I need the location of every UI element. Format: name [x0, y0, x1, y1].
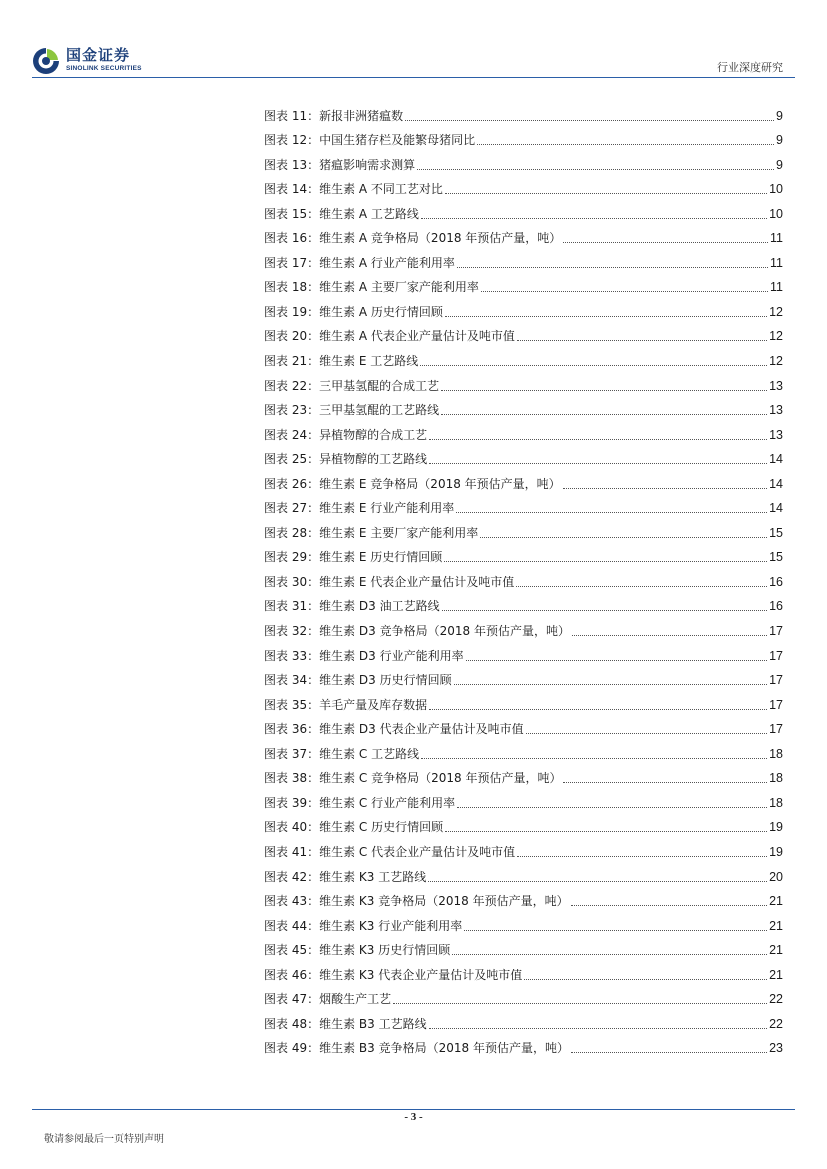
toc-entry[interactable] [264, 222, 783, 247]
toc-dot-leader [429, 439, 767, 440]
toc-entry[interactable] [264, 443, 783, 468]
toc-dot-leader [526, 733, 767, 734]
toc-dot-leader [429, 709, 767, 710]
toc-entry-page: 20 [769, 869, 783, 884]
toc-entry[interactable] [264, 909, 783, 934]
toc-entry-title: 维生素 K3 竞争格局（2018 年预估产量，吨） [319, 894, 569, 909]
toc-dot-leader [457, 267, 768, 268]
toc-dot-leader [563, 242, 768, 243]
toc-entry-page: 11 [770, 255, 783, 270]
toc-entry-label: 图表 30： [264, 574, 320, 589]
toc-entry-title: 维生素 C 竞争格局（2018 年预估产量，吨） [319, 771, 562, 786]
toc-entry-title: 猪瘟影响需求测算 [319, 157, 416, 172]
toc-dot-leader [571, 905, 768, 906]
toc-entry-title: 维生素 B3 竞争格局（2018 年预估产量，吨） [319, 1041, 569, 1056]
toc-entry-title: 维生素 E 代表企业产量估计及吨市值 [319, 574, 515, 589]
table-of-figures [264, 99, 783, 1056]
toc-entry-title: 维生素 A 历史行情回顾 [319, 304, 443, 319]
toc-dot-leader [428, 881, 767, 882]
toc-dot-leader [452, 954, 767, 955]
toc-dot-leader [429, 1028, 768, 1029]
toc-entry-page: 12 [769, 329, 783, 344]
toc-dot-leader [445, 193, 767, 194]
toc-entry-title: 维生素 K3 行业产能利用率 [319, 918, 463, 933]
toc-entry[interactable] [264, 958, 783, 983]
toc-entry-page: 19 [769, 820, 783, 835]
toc-entry-page: 21 [769, 967, 783, 982]
toc-entry[interactable] [264, 688, 783, 713]
toc-dot-leader [481, 291, 768, 292]
toc-entry[interactable] [264, 394, 783, 419]
toc-entry-page: 13 [769, 403, 783, 418]
toc-entry[interactable] [264, 197, 783, 222]
toc-entry-label: 图表 44： [264, 918, 320, 933]
logo-english-name: SINOLINK SECURITIES [66, 65, 142, 72]
toc-entry-label: 图表 48： [264, 1016, 320, 1031]
toc-entry-label: 图表 14： [264, 182, 320, 197]
toc-dot-leader [477, 144, 774, 145]
toc-dot-leader [563, 488, 767, 489]
toc-dot-leader [516, 586, 767, 587]
toc-entry-label: 图表 12： [264, 133, 320, 148]
toc-entry-page: 10 [769, 182, 783, 197]
toc-entry-title: 烟酸生产工艺 [319, 992, 392, 1007]
toc-entry[interactable] [264, 786, 783, 811]
toc-entry-label: 图表 27： [264, 501, 320, 516]
toc-entry-label: 图表 11： [264, 108, 320, 123]
toc-entry-page: 17 [769, 697, 783, 712]
toc-dot-leader [454, 684, 767, 685]
toc-entry-title: 维生素 K3 代表企业产量估计及吨市值 [319, 967, 523, 982]
toc-entry-label: 图表 28： [264, 525, 320, 540]
toc-dot-leader [517, 856, 767, 857]
toc-entry-page: 12 [769, 354, 783, 369]
toc-entry-label: 图表 24： [264, 427, 320, 442]
toc-entry[interactable] [264, 320, 783, 345]
toc-dot-leader [445, 316, 767, 317]
disclaimer-text: 敬请参阅最后一页特别声明 [44, 1134, 164, 1145]
toc-entry-label: 图表 21： [264, 354, 320, 369]
toc-entry-title: 维生素 C 历史行情回顾 [319, 820, 444, 835]
toc-entry[interactable] [264, 516, 783, 541]
toc-entry[interactable] [264, 99, 783, 124]
toc-entry-label: 图表 34： [264, 673, 320, 688]
toc-entry-title: 羊毛产量及库存数据 [319, 697, 428, 712]
toc-entry-title: 维生素 K3 工艺路线 [319, 869, 427, 884]
toc-entry-page: 13 [769, 427, 783, 442]
toc-entry-label: 图表 47： [264, 992, 320, 1007]
toc-entry-page: 14 [769, 501, 783, 516]
toc-entry-title: 维生素 E 历史行情回顾 [319, 550, 443, 565]
toc-dot-leader [456, 512, 767, 513]
report-type: 行业深度研究 [717, 61, 783, 74]
toc-entry[interactable] [264, 246, 783, 271]
toc-entry-label: 图表 45： [264, 943, 320, 958]
toc-entry-title: 异植物醇的工艺路线 [319, 452, 428, 467]
sinolink-logo-icon [32, 47, 60, 75]
toc-entry[interactable] [264, 541, 783, 566]
toc-entry-label: 图表 36： [264, 722, 320, 737]
toc-entry-page: 17 [769, 673, 783, 688]
toc-entry[interactable] [264, 737, 783, 762]
toc-entry-label: 图表 33： [264, 648, 320, 663]
toc-entry-title: 异植物醇的合成工艺 [319, 427, 428, 442]
toc-entry-page: 16 [769, 574, 783, 589]
toc-entry[interactable] [264, 1032, 783, 1057]
toc-entry-title: 维生素 D3 行业产能利用率 [319, 648, 464, 663]
toc-entry-label: 图表 26： [264, 476, 320, 491]
toc-entry-label: 图表 49： [264, 1041, 320, 1056]
toc-entry-title: 维生素 A 不同工艺对比 [319, 182, 443, 197]
toc-dot-leader [405, 120, 774, 121]
toc-dot-leader [417, 169, 774, 170]
toc-entry[interactable] [264, 295, 783, 320]
toc-entry-label: 图表 39： [264, 795, 320, 810]
toc-entry-page: 17 [769, 648, 783, 663]
toc-dot-leader [441, 390, 767, 391]
toc-entry-page: 10 [769, 206, 783, 221]
toc-entry-label: 图表 43： [264, 894, 320, 909]
toc-entry-page: 9 [776, 157, 783, 172]
toc-entry[interactable] [264, 664, 783, 689]
toc-entry[interactable] [264, 271, 783, 296]
toc-dot-leader [524, 979, 767, 980]
toc-entry-title: 中国生猪存栏及能繁母猪同比 [319, 133, 476, 148]
toc-entry-label: 图表 19： [264, 304, 320, 319]
toc-entry[interactable] [264, 565, 783, 590]
toc-entry-label: 图表 17： [264, 255, 320, 270]
toc-entry[interactable] [264, 614, 783, 639]
toc-entry[interactable] [264, 860, 783, 885]
toc-entry[interactable] [264, 467, 783, 492]
toc-dot-leader [421, 218, 767, 219]
toc-entry-title: 维生素 A 代表企业产量估计及吨市值 [319, 329, 515, 344]
toc-entry[interactable] [264, 418, 783, 443]
toc-entry-label: 图表 20： [264, 329, 320, 344]
toc-entry-title: 三甲基氢醌的合成工艺 [319, 378, 440, 393]
toc-entry-page: 9 [776, 133, 783, 148]
toc-dot-leader [572, 635, 767, 636]
toc-entry-label: 图表 29： [264, 550, 320, 565]
toc-dot-leader [464, 930, 767, 931]
toc-entry-page: 17 [769, 624, 783, 639]
toc-entry-page: 22 [769, 1016, 783, 1031]
toc-entry-page: 19 [769, 844, 783, 859]
toc-entry-label: 图表 23： [264, 403, 320, 418]
toc-entry-page: 11 [770, 231, 783, 246]
toc-entry-page: 23 [769, 1041, 783, 1056]
toc-entry-page: 18 [769, 746, 783, 761]
toc-entry-title: 维生素 E 行业产能利用率 [319, 501, 455, 516]
toc-entry-label: 图表 35： [264, 697, 320, 712]
toc-dot-leader [429, 463, 767, 464]
toc-entry-title: 维生素 D3 竞争格局（2018 年预估产量，吨） [319, 624, 570, 639]
toc-entry-page: 14 [769, 452, 783, 467]
toc-entry-label: 图表 16： [264, 231, 320, 246]
toc-entry[interactable] [264, 590, 783, 615]
toc-entry-label: 图表 25： [264, 452, 320, 467]
toc-entry-page: 18 [769, 795, 783, 810]
toc-entry-page: 21 [769, 894, 783, 909]
toc-entry-label: 图表 41： [264, 844, 320, 859]
toc-entry-page: 11 [770, 280, 783, 295]
toc-entry[interactable] [264, 639, 783, 664]
toc-entry-page: 21 [769, 943, 783, 958]
toc-entry[interactable] [264, 492, 783, 517]
toc-entry-label: 图表 32： [264, 624, 320, 639]
toc-entry-label: 图表 15： [264, 206, 320, 221]
toc-dot-leader [563, 782, 767, 783]
toc-entry[interactable] [264, 934, 783, 959]
toc-entry[interactable] [264, 885, 783, 910]
toc-entry-page: 17 [769, 722, 783, 737]
header-divider [32, 77, 795, 78]
toc-entry-label: 图表 31： [264, 599, 320, 614]
toc-dot-leader [445, 831, 767, 832]
toc-entry-title: 维生素 C 代表企业产量估计及吨市值 [319, 844, 516, 859]
toc-entry-label: 图表 18： [264, 280, 320, 295]
company-logo [32, 47, 162, 79]
toc-entry-page: 9 [776, 108, 783, 123]
toc-dot-leader [517, 340, 767, 341]
toc-entry-title: 维生素 K3 历史行情回顾 [319, 943, 451, 958]
toc-dot-leader [393, 1003, 767, 1004]
toc-entry-label: 图表 40： [264, 820, 320, 835]
toc-dot-leader [420, 365, 767, 366]
toc-entry-title: 维生素 C 行业产能利用率 [319, 795, 456, 810]
toc-dot-leader [444, 561, 767, 562]
toc-entry-page: 18 [769, 771, 783, 786]
toc-entry[interactable] [264, 762, 783, 787]
footer-divider [32, 1109, 795, 1110]
toc-dot-leader [442, 610, 767, 611]
toc-entry[interactable] [264, 983, 783, 1008]
toc-dot-leader [421, 758, 767, 759]
toc-entry-title: 维生素 D3 油工艺路线 [319, 599, 440, 614]
toc-entry[interactable] [264, 344, 783, 369]
toc-entry[interactable] [264, 811, 783, 836]
toc-entry-page: 21 [769, 918, 783, 933]
toc-entry[interactable] [264, 148, 783, 173]
toc-entry[interactable] [264, 1007, 783, 1032]
logo-chinese-name: 国金证券 [66, 46, 131, 64]
toc-entry-title: 三甲基氢醌的工艺路线 [319, 403, 440, 418]
toc-dot-leader [457, 807, 767, 808]
toc-entry-label: 图表 13： [264, 157, 320, 172]
toc-entry[interactable] [264, 369, 783, 394]
toc-entry[interactable] [264, 124, 783, 149]
toc-dot-leader [571, 1052, 767, 1053]
toc-entry-page: 15 [769, 550, 783, 565]
toc-entry-label: 图表 42： [264, 869, 320, 884]
toc-entry[interactable] [264, 835, 783, 860]
toc-entry-title: 维生素 A 竞争格局（2018 年预估产量，吨） [319, 231, 562, 246]
toc-entry-title: 维生素 D3 代表企业产量估计及吨市值 [319, 722, 524, 737]
toc-entry-title: 维生素 E 竞争格局（2018 年预估产量，吨） [319, 476, 561, 491]
toc-entry-page: 12 [769, 304, 783, 319]
toc-entry-title: 新报非洲猪瘟数 [319, 108, 404, 123]
toc-entry[interactable] [264, 713, 783, 738]
toc-entry-page: 14 [769, 476, 783, 491]
toc-dot-leader [480, 537, 767, 538]
toc-entry-title: 维生素 D3 历史行情回顾 [319, 673, 452, 688]
toc-entry-title: 维生素 C 工艺路线 [319, 746, 420, 761]
toc-entry-title: 维生素 B3 工艺路线 [319, 1016, 427, 1031]
toc-entry[interactable] [264, 173, 783, 198]
toc-entry-label: 图表 38： [264, 771, 320, 786]
toc-dot-leader [466, 660, 767, 661]
toc-entry-title: 维生素 E 工艺路线 [319, 354, 419, 369]
toc-entry-page: 16 [769, 599, 783, 614]
page-header [0, 0, 827, 80]
page-number: - 3 - [404, 1111, 423, 1123]
toc-entry-title: 维生素 A 行业产能利用率 [319, 255, 455, 270]
toc-entry-title: 维生素 A 工艺路线 [319, 206, 419, 221]
toc-entry-label: 图表 22： [264, 378, 320, 393]
toc-entry-page: 13 [769, 378, 783, 393]
toc-entry-label: 图表 46： [264, 967, 320, 982]
toc-dot-leader [441, 414, 767, 415]
toc-entry-title: 维生素 E 主要厂家产能利用率 [319, 525, 479, 540]
toc-entry-page: 22 [769, 992, 783, 1007]
toc-entry-page: 15 [769, 525, 783, 540]
toc-entry-title: 维生素 A 主要厂家产能利用率 [319, 280, 479, 295]
toc-entry-label: 图表 37： [264, 746, 320, 761]
